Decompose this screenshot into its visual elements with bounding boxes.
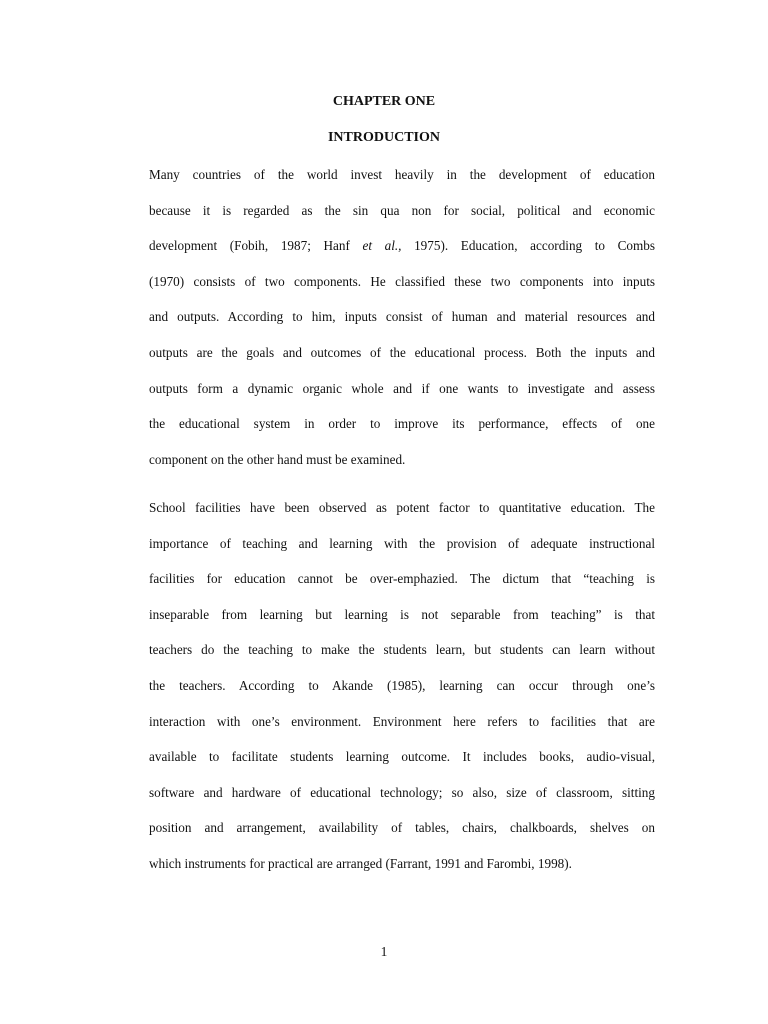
text-line: (1970) consists of two components. He classified these two components into inputs	[149, 273, 655, 289]
text-segment: 1975). Education, according to Combs	[401, 238, 655, 254]
text-line: School facilities have been observed as potent factor to quantitative education. The	[149, 500, 655, 515]
text-line: because it is regarded as the sin qua non for social, political and economic	[149, 202, 655, 218]
text-line: software and hardware of educational technology; so also, size of classroom, sitting	[149, 784, 655, 800]
text-segment: development (Fobih, 1987; Hanf	[149, 238, 363, 254]
text-line: the teachers. According to Akande (1985), learning can occur through one’s	[149, 677, 655, 693]
text-line: facilities for education cannot be over-emphazied. The dictum that “teaching is	[149, 571, 655, 587]
chapter-title: CHAPTER ONE	[332, 94, 436, 109]
text-line: component on the other hand must be examined.	[149, 451, 406, 467]
text-line: available to facilitate students learning outcome. It includes books, audio-visual,	[149, 749, 655, 765]
text-line: outputs form a dynamic organic whole and if one wants to investigate and assess	[149, 380, 655, 396]
text-line: which instruments for practical are arranged (Farrant, 1991 and Farombi, 1998).	[149, 855, 572, 871]
text-line: position and arrangement, availability of tables, chairs, chalkboards, shelves on	[149, 820, 655, 836]
text-line: inseparable from learning but learning is not separable from teaching” is that	[149, 606, 655, 622]
text-line: and outputs. According to him, inputs consist of human and material resources and	[149, 309, 655, 325]
text-line: interaction with one’s environment. Environment here refers to facilities that are	[149, 713, 655, 729]
section-title: INTRODUCTION	[327, 130, 440, 145]
text-line: importance of teaching and learning with the provision of adequate instructional	[149, 535, 655, 551]
text-line: the educational system in order to improve its performance, effects of one	[149, 416, 655, 432]
paragraph-school-facilities	[149, 490, 655, 882]
page-number: 1	[380, 944, 388, 959]
text-line: outputs are the goals and outcomes of the educational process. Both the inputs and	[149, 344, 655, 360]
italic-citation: et al.,	[362, 238, 402, 254]
text-line: teachers do the teaching to make the students learn, but students can learn without	[149, 642, 655, 658]
text-line: Many countries of the world invest heavily in the development of education	[149, 167, 655, 182]
text-line-with-citation	[149, 228, 655, 264]
paragraph-intro	[149, 157, 655, 477]
